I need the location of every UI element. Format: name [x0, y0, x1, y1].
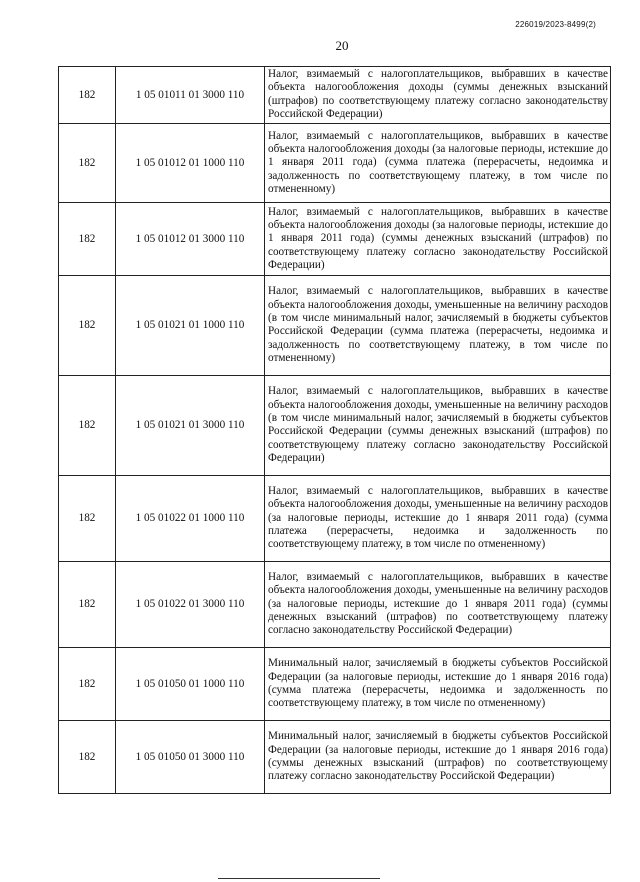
description-cell: Минимальный налог, зачисляемый в бюджеты субъектов Российской Федерации (за налоговые периоды, истекшие до 1 января 2016 года) (сумма платежа (перерасчеты, недоимка и задолженность по соответствующему платежу, в том числе по отмененному) [265, 648, 611, 721]
table-row [59, 562, 611, 648]
description-cell: Налог, взимаемый с налогоплательщиков, выбравших в качестве объекта налогообложения доходы (за налоговые периоды, истекшие до 1 января 2011 года) (суммы денежных взысканий (штрафов) по соответствующему платежу согласно законодательству Российской Федерации) [265, 203, 611, 276]
admin-code-cell: 182 [59, 476, 116, 562]
table-row [59, 648, 611, 721]
description-cell: Налог, взимаемый с налогоплательщиков, выбравших в качестве объекта налогообложения доходы, уменьшенные на величину расходов (за налоговые периоды, истекшие до 1 января 2011 года) (сумма платежа (перерасчеты, недоимка и задолженность по соответствующему платежу, в том числе по отмененному) [265, 476, 611, 562]
table-row [59, 203, 611, 276]
table-row [59, 721, 611, 794]
table-row [59, 376, 611, 476]
budget-code-cell: 1 05 01050 01 1000 110 [116, 648, 265, 721]
admin-code-cell: 182 [59, 562, 116, 648]
description-cell: Налог, взимаемый с налогоплательщиков, выбравших в качестве объекта налогообложения доходы (за налоговые периоды, истекшие до 1 января 2011 года) (сумма платежа (перерасчеты, недоимка и задолженность по соответствующему платежу, в том числе по отмененному) [265, 124, 611, 203]
budget-code-cell: 1 05 01022 01 3000 110 [116, 562, 265, 648]
description-cell: Налог, взимаемый с налогоплательщиков, выбравших в качестве объекта налогообложения доходы, уменьшенные на величину расходов (за налоговые периоды, истекшие до 1 января 2011 года) (суммы денежных взысканий (штрафов) по соответствующему платежу согласно законодательству Российской Федерации) [265, 562, 611, 648]
budget-code-cell: 1 05 01022 01 1000 110 [116, 476, 265, 562]
table-row [59, 67, 611, 124]
admin-code-cell: 182 [59, 648, 116, 721]
admin-code-cell: 182 [59, 124, 116, 203]
budget-code-cell: 1 05 01021 01 1000 110 [116, 276, 265, 376]
budget-code-cell: 1 05 01011 01 3000 110 [116, 67, 265, 124]
admin-code-cell: 182 [59, 203, 116, 276]
footer-divider [218, 878, 380, 879]
description-cell: Налог, взимаемый с налогоплательщиков, выбравших в качестве объекта налогообложения доходы, уменьшенные на величину расходов (в том числе минимальный налог, зачисляемый в бюджеты субъектов Российской Федерации (суммы денежных взысканий (штрафов) по соответствующему платежу согласно законодательству Российской Федерации) [265, 376, 611, 476]
page-number: 20 [335, 38, 349, 53]
table-row [59, 276, 611, 376]
table-row [59, 476, 611, 562]
admin-code-cell: 182 [59, 721, 116, 794]
budget-code-cell: 1 05 01012 01 1000 110 [116, 124, 265, 203]
budget-code-cell: 1 05 01021 01 3000 110 [116, 376, 265, 476]
budget-code-cell: 1 05 01050 01 3000 110 [116, 721, 265, 794]
admin-code-cell: 182 [59, 376, 116, 476]
description-cell: Налог, взимаемый с налогоплательщиков, выбравших в качестве объекта налогообложения доходы, уменьшенные на величину расходов (в том числе минимальный налог, зачисляемый в бюджеты субъектов Российской Федерации (сумма платежа (перерасчеты, недоимка и задолженность по соответствующему платежу, в том числе по отмененному) [265, 276, 611, 376]
description-cell: Минимальный налог, зачисляемый в бюджеты субъектов Российской Федерации (за налоговые периоды, истекшие до 1 января 2016 года) (суммы денежных взысканий (штрафов) по соответствующему платежу согласно законодательству Российской Федерации) [265, 721, 611, 794]
budget-code-cell: 1 05 01012 01 3000 110 [116, 203, 265, 276]
admin-code-cell: 182 [59, 67, 116, 124]
table-row [59, 124, 611, 203]
document-id: 226019/2023-8499(2) [515, 20, 596, 29]
description-cell: Налог, взимаемый с налогоплательщиков, выбравших в качестве объекта налогообложения доходы (суммы денежных взысканий (штрафов) по соответствующему платежу согласно законодательству Российской Федерации) [265, 67, 611, 124]
budget-codes-table [58, 66, 611, 794]
admin-code-cell: 182 [59, 276, 116, 376]
